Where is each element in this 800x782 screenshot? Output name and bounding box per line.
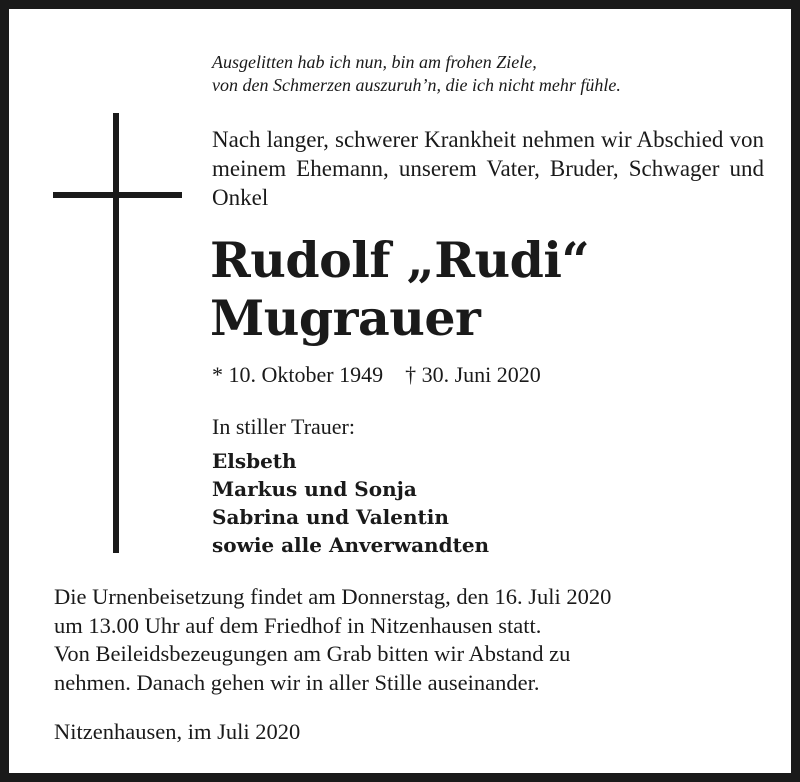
poem-line: von den Schmerzen auszuruh’n, die ich nicht mehr fühle. xyxy=(212,75,621,95)
deceased-name xyxy=(210,231,589,347)
cross-vertical-bar xyxy=(113,113,119,553)
mourner-name: sowie alle Anverwandten xyxy=(212,533,490,557)
birth-date: * 10. Oktober 1949 xyxy=(212,362,384,387)
deceased-name-line2: Mugrauer xyxy=(210,289,481,347)
poem-line: Ausgelitten hab ich nun, bin am frohen Ziele, xyxy=(212,52,537,72)
mourning-label: In stiller Trauer: xyxy=(212,414,355,439)
notice-line: nehmen. Danach gehen wir in aller Stille auseinander. xyxy=(54,669,540,695)
place-and-date: Nitzenhausen, im Juli 2020 xyxy=(54,719,301,744)
notice-line: um 13.00 Uhr auf dem Friedhof in Nitzenhausen statt. xyxy=(54,612,542,638)
mourner-name: Sabrina und Valentin xyxy=(212,505,449,529)
cross-horizontal-bar xyxy=(53,192,182,198)
mourners-list xyxy=(212,447,489,559)
death-date: † 30. Juni 2020 xyxy=(405,362,541,387)
poem xyxy=(212,51,772,97)
funeral-notice xyxy=(54,583,754,697)
deceased-name-line1: Rudolf „Rudi“ xyxy=(210,231,590,289)
life-dates xyxy=(212,361,541,389)
notice-line: Von Beileidsbezeugungen am Grab bitten wir Abstand zu xyxy=(54,641,571,666)
intro-text: Nach langer, schwerer Krankheit nehmen wir Abschied von meinem Ehemann, unserem Vater, Bruder, Schwager und Onkel xyxy=(212,127,764,210)
notice-line: Die Urnenbeisetzung findet am Donnerstag, den 16. Juli 2020 xyxy=(54,584,612,609)
mourner-name: Markus und Sonja xyxy=(212,477,417,501)
mourner-name: Elsbeth xyxy=(212,449,297,473)
